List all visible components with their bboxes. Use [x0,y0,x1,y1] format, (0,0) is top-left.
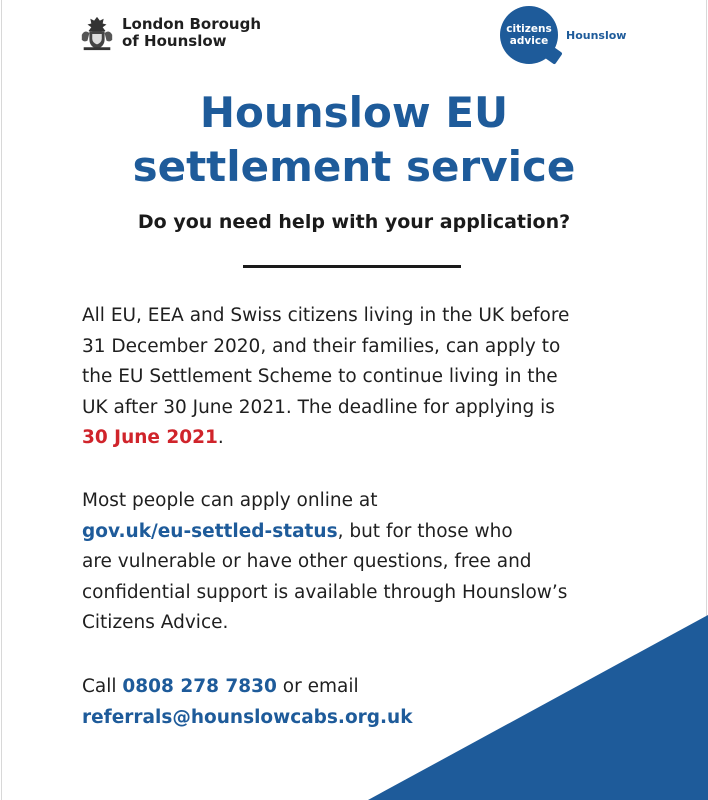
council-name-line1: London Borough [122,15,262,33]
para1-line3: the EU Settlement Scheme to continue living in the [82,366,558,387]
call-prefix: Call [82,676,123,697]
deadline-suffix: . [217,427,224,448]
para2-line2 [82,517,642,548]
eligibility-paragraph [82,301,642,454]
title-line2: settlement service [132,142,576,191]
para1-line1: All EU, EEA and Swiss citizens living in the UK before [82,305,570,326]
phone-number[interactable]: 0808 278 7830 [122,676,277,697]
ca-logo-line2: advice [509,35,549,47]
para2-line3: are vulnerable or have other questions, free and [82,551,532,572]
citizens-advice-bubble-icon [500,6,558,64]
title-line1: Hounslow EU [199,88,509,137]
divider [243,265,461,268]
council-name [122,16,261,50]
council-name-line2: of Hounslow [122,32,227,50]
para1-line5 [82,423,642,454]
coat-of-arms-icon [78,14,116,52]
para2-line4: confidential support is available through Hounslow’s [82,581,568,603]
ca-place-name: Hounslow [566,28,627,42]
email-link[interactable]: referrals@hounslowcabs.org.uk [82,706,413,728]
para2-line5: Citizens Advice. [82,612,229,633]
decorative-triangle [368,615,708,800]
page-title [0,86,708,194]
ca-logo-line1: citizens [506,23,552,35]
para2-line1: Most people can apply online at [82,490,378,511]
para2-line2-rest: , but for those who [337,520,513,542]
or-email: or email [276,676,359,697]
page-subtitle: Do you need help with your application? [137,211,571,233]
citizens-advice-logo [500,6,626,64]
deadline-date: 30 June 2021 [82,427,218,448]
settled-status-link[interactable]: gov.uk/eu-settled-status [82,520,338,542]
council-logo [78,14,261,52]
para1-line2: 31 December 2020, and their families, can apply to [82,335,561,357]
para1-line4: UK after 30 June 2021. The deadline for applying is [82,396,555,418]
